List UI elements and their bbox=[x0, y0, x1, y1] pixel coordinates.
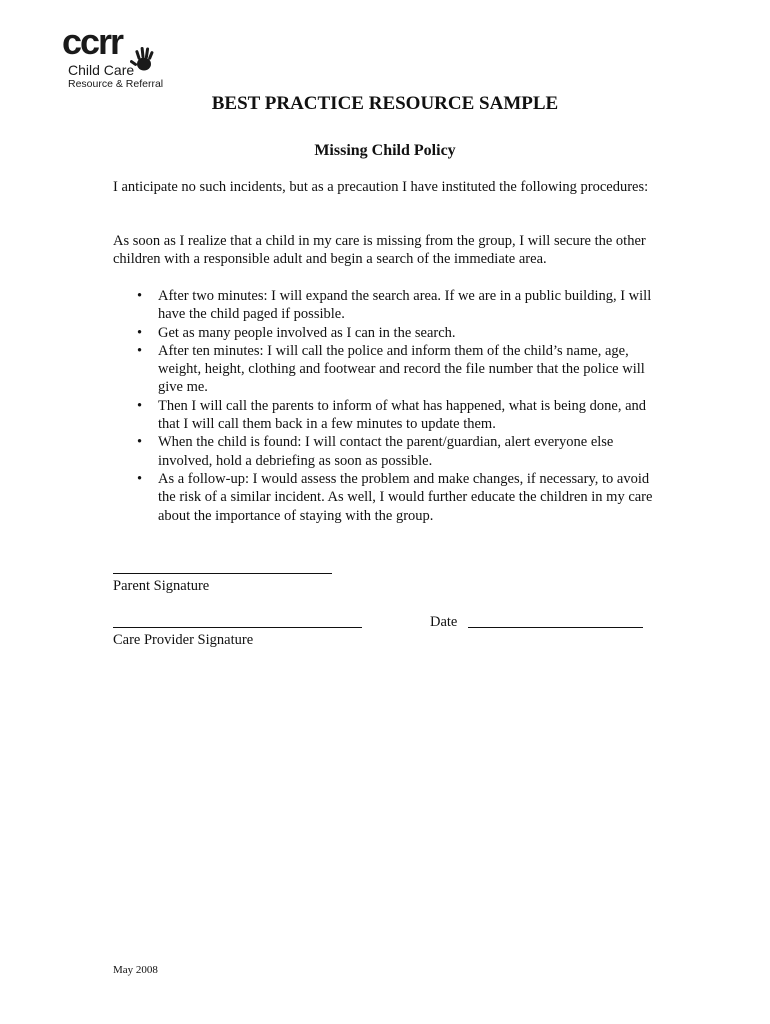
bullet-icon: • bbox=[137, 470, 143, 487]
list-item bbox=[113, 342, 658, 397]
footer-date: May 2008 bbox=[113, 964, 158, 976]
intro-paragraph: I anticipate no such incidents, but as a precaution I have instituted the following procedures: bbox=[113, 179, 649, 195]
list-item-text: As a follow-up: I would assess the problem and make changes, if necessary, to avoid the risk of a similar incident. As well, I would further educate the children in my care about the importance of staying with the group. bbox=[158, 470, 653, 524]
bullet-icon: • bbox=[137, 342, 143, 359]
procedure-paragraph: As soon as I realize that a child in my care is missing from the group, I will secure the other children with a responsible adult and begin a search of the immediate area. bbox=[113, 233, 646, 267]
logo-wordmark: ccrr bbox=[62, 21, 123, 62]
list-item-text: Then I will call the parents to inform of what has happened, what is being done, and that I will call them back in a few minutes to update them. bbox=[158, 397, 647, 433]
list-item bbox=[113, 397, 658, 434]
page-title: BEST PRACTICE RESOURCE SAMPLE bbox=[211, 93, 559, 114]
bullet-icon: • bbox=[137, 324, 143, 341]
procedure-list bbox=[113, 287, 658, 525]
bullet-icon: • bbox=[137, 288, 143, 304]
list-item bbox=[113, 287, 658, 324]
parent-signature-label: Parent Signature bbox=[113, 578, 210, 594]
list-item bbox=[113, 470, 658, 525]
list-item-text: After two minutes: I will expand the search area. If we are in a public building, I will have the child paged if possible. bbox=[158, 288, 652, 323]
hand-icon bbox=[130, 44, 158, 74]
list-item-text: When the child is found: I will contact the parent/guardian, alert everyone else involved, hold a debriefing as soon as possible. bbox=[158, 434, 614, 469]
logo-line-child-care: Child Care bbox=[68, 62, 135, 78]
list-item bbox=[113, 433, 658, 470]
list-item-text: After ten minutes: I will call the police and inform them of the child’s name, age, weight, height, clothing and footwear and record the file number that the police will give me. bbox=[158, 342, 645, 396]
parent-signature-line[interactable] bbox=[113, 573, 332, 574]
bullet-icon: • bbox=[137, 434, 143, 451]
list-item-text: Get as many people involved as I can in the search. bbox=[158, 324, 456, 341]
provider-signature-line[interactable] bbox=[113, 627, 362, 628]
policy-subtitle: Missing Child Policy bbox=[314, 142, 456, 159]
date-line[interactable] bbox=[468, 627, 643, 628]
logo-line-resource-referral: Resource & Referral bbox=[68, 78, 164, 90]
ccrr-logo bbox=[62, 21, 172, 94]
provider-signature-label: Care Provider Signature bbox=[113, 632, 254, 648]
bullet-icon: • bbox=[137, 397, 143, 414]
date-label: Date bbox=[430, 614, 458, 630]
list-item bbox=[113, 324, 658, 342]
